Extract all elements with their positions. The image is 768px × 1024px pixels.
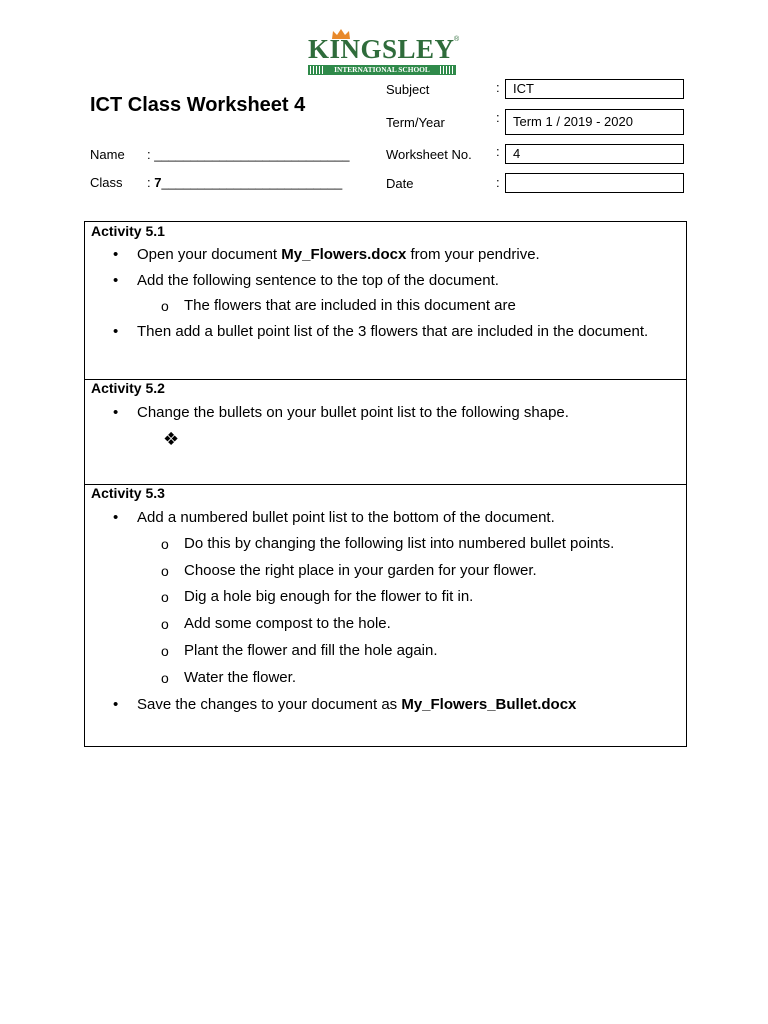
bullet-marker: • (113, 323, 119, 340)
activity-5-2-box (84, 379, 687, 485)
activity-5-3-sub-1: Do this by changing the following list into numbered bullet points. (184, 535, 615, 552)
step-text: Open your document (137, 246, 282, 263)
activity-5-3-step-1: Add a numbered bullet point list to the bottom of the document. (137, 509, 555, 526)
subject-colon: : (496, 80, 500, 95)
activity-5-3-sub-2: Choose the right place in your garden for your flower. (184, 562, 537, 579)
sub-bullet-marker: o (161, 298, 169, 314)
activity-5-1-step-1 (137, 246, 540, 263)
sub-bullet-marker: o (161, 670, 169, 686)
step-text: from your pendrive. (406, 246, 540, 263)
activity-5-2-step-1: Change the bullets on your bullet point list to the following shape. (137, 404, 569, 421)
activity-5-3-sub-6: Water the flower. (184, 669, 296, 686)
date-colon: : (496, 175, 500, 190)
activity-5-3-sub-5: Plant the flower and fill the hole again. (184, 642, 438, 659)
term-colon: : (496, 110, 500, 125)
step-text: Save the changes to your document as (137, 696, 402, 713)
logo-tagline: INTERNATIONAL SCHOOL (308, 65, 456, 75)
activity-5-3-sub-3: Dig a hole big enough for the flower to fit in. (184, 588, 474, 605)
page-title: ICT Class Worksheet 4 (90, 94, 306, 116)
worksheet-label: Worksheet No. (386, 147, 472, 162)
activity-5-1-step-2-sub: The flowers that are included in this document are (184, 297, 516, 314)
logo-brand: KINGSLEY (308, 34, 455, 64)
subject-field[interactable]: ICT (505, 79, 684, 99)
filename-text: My_Flowers.docx (281, 246, 407, 263)
class-field (147, 175, 342, 190)
activity-5-2-title: Activity 5.2 (91, 380, 165, 396)
activity-5-1-step-2: Add the following sentence to the top of the document. (137, 272, 499, 289)
activity-5-3-title: Activity 5.3 (91, 485, 165, 501)
class-label: Class (90, 175, 123, 190)
worksheet-colon: : (496, 144, 500, 159)
worksheet-field[interactable]: 4 (505, 144, 684, 164)
sub-bullet-marker: o (161, 536, 169, 552)
activity-5-1-title: Activity 5.1 (91, 223, 165, 239)
activity-5-3-box (84, 484, 687, 747)
date-field[interactable] (505, 173, 684, 193)
four-diamond-bullet-icon: ❖ (163, 429, 180, 449)
bullet-marker: • (113, 272, 119, 289)
term-field[interactable]: Term 1 / 2019 - 2020 (505, 109, 684, 135)
name-label: Name (90, 147, 125, 162)
school-logo (306, 28, 462, 76)
class-line: _________________________ (161, 175, 343, 190)
filename-text: My_Flowers_Bullet.docx (401, 696, 577, 713)
sub-bullet-marker: o (161, 616, 169, 632)
activity-5-1-step-3: Then add a bullet point list of the 3 flowers that are included in the document. (137, 323, 649, 340)
activity-5-1-box (84, 221, 687, 380)
logo-registered-mark: ® (454, 36, 460, 43)
activity-5-3-step-2 (137, 696, 576, 713)
bullet-marker: • (113, 246, 119, 263)
sub-bullet-marker: o (161, 643, 169, 659)
activity-5-3-sub-4: Add some compost to the hole. (184, 615, 391, 632)
bullet-marker: • (113, 509, 119, 526)
class-number: 7 (154, 175, 162, 190)
bullet-marker: • (113, 696, 119, 713)
bullet-marker: • (113, 404, 119, 421)
term-label: Term/Year (386, 115, 445, 130)
subject-label: Subject (386, 82, 430, 97)
sub-bullet-marker: o (161, 589, 169, 605)
name-field-line: : ___________________________ (147, 147, 350, 162)
sub-bullet-marker: o (161, 563, 169, 579)
date-label: Date (386, 176, 414, 191)
class-prefix: : (147, 175, 155, 190)
